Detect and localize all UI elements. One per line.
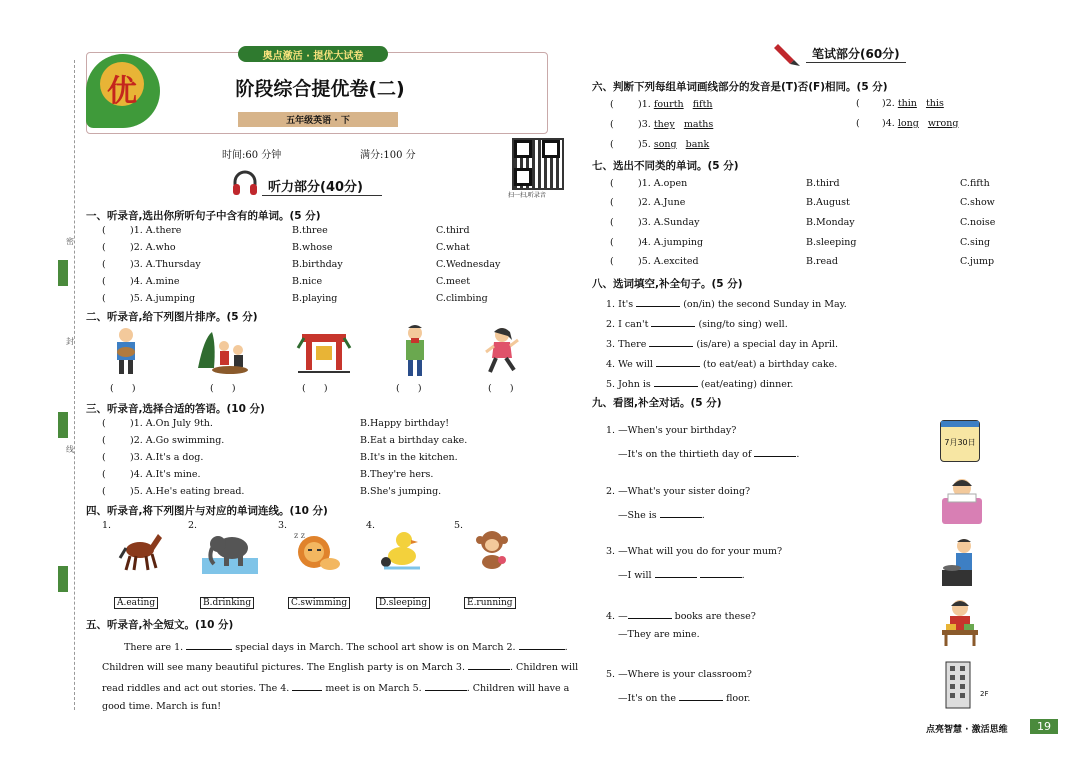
s7-item: )1. A.open [638,178,688,189]
order-paren: ( ) [488,383,514,394]
gutter-tab [58,412,68,438]
s1-item: )2. A.who [130,242,176,253]
page-number: 19 [1030,719,1058,734]
s3-option-b: B.It's in the kitchen. [360,452,458,463]
header-banner-text: 奥点激活 · 提优大试卷 [262,51,364,62]
answer-paren: ( [102,486,106,497]
picture-number: 2. [188,520,198,531]
s8-item: 2. I can't (sing/to sing) well. [606,316,788,330]
section-5-heading: 五、听录音,补全短文。(10 分) [86,619,234,631]
answer-paren: ( [610,119,614,130]
s7-option-b: B.Monday [806,217,855,228]
festival-gate-picture [296,328,352,376]
section-1-heading: 一、听录音,选出你所听句子中含有的单词。(5 分) [86,210,321,222]
s3-option-b: B.She's jumping. [360,486,442,497]
s3-item: )5. A.He's eating bread. [130,486,245,497]
elephant-drinking-picture [202,528,258,574]
answer-paren: ( [102,242,106,253]
footer-brand: 点亮智慧 · 激活思维 [926,725,1008,735]
s3-item: )4. A.It's mine. [130,469,201,480]
section-3-heading: 三、听录音,选择合适的答语。(10 分) [86,403,265,415]
answer-paren: ( [610,217,614,228]
gutter-char: 线 [66,445,74,454]
duck-swimming-picture [378,528,422,572]
girl-sleeping-picture [940,474,984,526]
order-paren: ( ) [302,383,328,394]
floor-label: 2F [980,690,989,698]
boy-holding-dog-picture [106,326,146,376]
word-box: C.swimming [288,597,350,609]
s7-option-c: C.fifth [960,178,990,189]
qr-corner [542,140,560,158]
s3-option-b: B.They're hers. [360,469,434,480]
s9-question: 2. —What's your sister doing? [606,486,751,497]
school-building-picture [944,658,978,710]
s6-item: )2. thin this [882,98,944,109]
s9-question: 3. —What will you do for your mum? [606,546,783,557]
answer-paren: ( [610,139,614,150]
passage-line-2: Children will see many beautiful pictures. The English party is on March 3. . Children will [102,659,578,673]
word-box: D.sleeping [376,597,430,609]
s1-item: )4. A.mine [130,276,180,287]
s7-option-b: B.August [806,197,850,208]
qr-caption: 扫一扫,听录音 [508,192,546,199]
passage-line-3: read riddles and act out stories. The 4. meet is on March 5. . Children will have a [102,680,569,694]
s1-option-c: C.meet [436,276,471,287]
section-8-heading: 八、选词填空,补全句子。(5 分) [592,278,743,290]
boy-eating-picture [398,324,432,378]
s8-item: 4. We will (to eat/eat) a birthday cake. [606,356,837,370]
s1-option-c: C.third [436,225,470,236]
s6-item: )5. song bank [638,139,710,150]
s9-answer: —She is . [618,507,705,521]
s7-option-b: B.read [806,256,838,267]
passage-line-4: good time. March is fun! [102,701,222,712]
s3-item: )2. A.Go swimming. [130,435,225,446]
picture-number: 5. [454,520,464,531]
s7-item: )4. A.jumping [638,237,704,248]
s1-option-b: B.playing [292,293,338,304]
section-6-heading: 六、判断下列每组单词画线部分的发音是(T)否(F)相同。(5 分) [592,81,888,93]
s1-option-b: B.birthday [292,259,343,270]
s3-option-b: B.Eat a birthday cake. [360,435,468,446]
answer-paren: ( [856,118,860,129]
picture-number: 3. [278,520,288,531]
s7-item: )3. A.Sunday [638,217,700,228]
s7-option-b: B.sleeping [806,237,857,248]
svg-text:z z: z z [294,531,305,540]
page-title: 阶段综合提优卷(二) [235,78,405,100]
s9-answer: —It's on the floor. [618,690,750,704]
order-paren: ( ) [110,383,136,394]
word-box: B.drinking [200,597,254,609]
word-box: E.running [464,597,516,609]
s1-option-b: B.three [292,225,328,236]
s8-item: 5. John is (eat/eating) dinner. [606,376,793,390]
answer-paren: ( [610,178,614,189]
lion-sleeping-picture [290,528,342,574]
order-paren: ( ) [210,383,236,394]
s3-item: )1. A.On July 9th. [130,418,213,429]
s1-item: )1. A.there [130,225,182,236]
answer-paren: ( [102,452,106,463]
monkey-eating-picture [472,526,512,570]
answer-paren: ( [102,225,106,236]
qr-corner [514,168,532,186]
answer-paren: ( [102,276,106,287]
s9-question: 5. —Where is your classroom? [606,669,752,680]
badge-text: 优 [107,74,137,109]
section-9-heading: 九、看图,补全对话。(5 分) [592,397,722,409]
s8-item: 3. There (is/are) a special day in April. [606,336,838,350]
written-underline [806,62,906,63]
answer-paren: ( [610,197,614,208]
s9-answer: —It's on the thirtieth day of . [618,446,799,460]
s1-option-c: C.climbing [436,293,488,304]
s7-option-c: C.noise [960,217,996,228]
gutter-char: 封 [66,337,74,346]
headphones-icon [230,168,260,198]
answer-paren: ( [102,469,106,480]
order-paren: ( ) [396,383,422,394]
gutter-tab [58,566,68,592]
s7-option-c: C.show [960,197,995,208]
section-7-heading: 七、选出不同类的单词。(5 分) [592,160,739,172]
answer-paren: ( [102,259,106,270]
section-2-heading: 二、听录音,给下列图片排序。(5 分) [86,311,258,323]
s7-option-c: C.sing [960,237,991,248]
s6-item: )3. they maths [638,119,714,130]
gutter-char: 密 [66,237,74,246]
girl-running-picture [482,326,522,376]
listening-title: 听力部分(40分) [268,180,363,195]
s9-question: 1. —When's your birthday? [606,425,737,436]
pencil-icon [774,40,800,66]
s7-option-b: B.third [806,178,840,189]
subtitle: 五年级英语 · 下 [286,116,350,126]
s7-item: )2. A.June [638,197,686,208]
s1-item: )5. A.jumping [130,293,196,304]
s1-item: )3. A.Thursday [130,259,201,270]
s3-option-b: B.Happy birthday! [360,418,450,429]
answer-paren: ( [610,256,614,267]
listening-underline [262,195,382,196]
picture-number: 1. [102,520,112,531]
s8-item: 1. It's (on/in) the second Sunday in May. [606,296,847,310]
answer-paren: ( [102,293,106,304]
calendar-date: 7月30日 [944,438,976,447]
family-birthday-picture [194,328,250,376]
s1-option-b: B.whose [292,242,333,253]
score-label: 满分:100 分 [360,150,416,161]
answer-paren: ( [102,418,106,429]
qr-corner [514,140,532,158]
s6-item: )4. long wrong [882,118,959,129]
answer-paren: ( [102,435,106,446]
picture-number: 4. [366,520,376,531]
s9-answer: —They are mine. [618,629,700,640]
calendar-picture [940,420,980,462]
s9-question: 4. — books are these? [606,608,756,622]
s1-option-c: C.Wednesday [436,259,501,270]
s7-option-c: C.jump [960,256,995,267]
section-4-heading: 四、听录音,将下列图片与对应的单词连线。(10 分) [86,505,328,517]
answer-paren: ( [610,237,614,248]
s3-item: )3. A.It's a dog. [130,452,204,463]
time-label: 时间:60 分钟 [222,150,282,161]
written-title: 笔试部分(60分) [812,47,900,61]
passage-line-1: There are 1. special days in March. The school art show is on March 2. . [124,639,568,653]
s1-option-b: B.nice [292,276,323,287]
man-cooking-picture [940,536,980,588]
answer-paren: ( [610,99,614,110]
gutter-tab [58,260,68,286]
s7-item: )5. A.excited [638,256,699,267]
horse-picture [118,528,164,572]
s1-option-c: C.what [436,242,470,253]
boy-with-books-picture [938,596,982,648]
s9-answer: —I will . [618,567,745,581]
s6-item: )1. fourth fifth [638,99,713,110]
word-box: A.eating [114,597,158,609]
binding-line [74,60,75,710]
answer-paren: ( [856,98,860,109]
